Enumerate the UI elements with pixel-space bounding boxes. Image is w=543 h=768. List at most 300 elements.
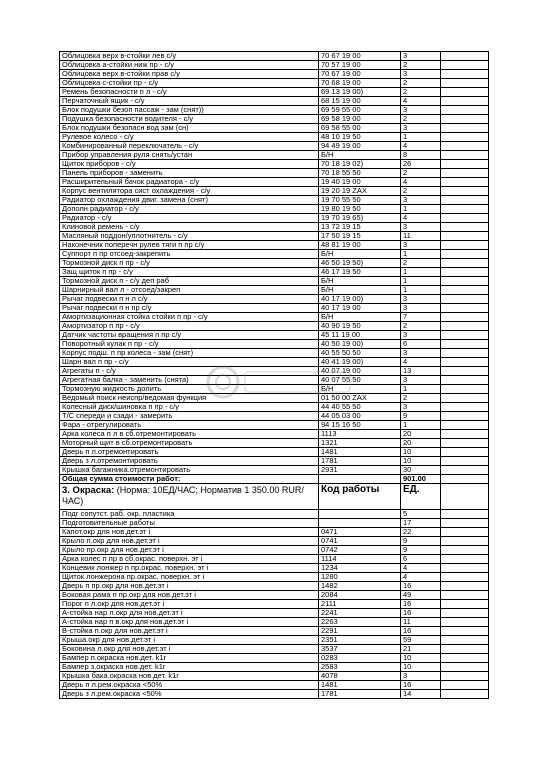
work-name-cell: Дверь п л.отремонтировать [60,448,319,457]
empty-cell [441,160,489,169]
work-code-cell: 19 40 19 00 [319,178,401,187]
work-code-cell: 46 50 19 50) [319,259,401,268]
repair-work-row [60,448,489,457]
empty-cell [441,169,489,178]
work-code-cell: 2111 [319,600,401,609]
work-name-cell: Шарнирный вал л - отсоед/закреп [60,286,319,295]
work-code-cell: 70 67 19 00 [319,70,401,79]
repair-work-row [60,241,489,250]
repair-work-row [60,169,489,178]
paint-work-row [60,591,489,600]
empty-cell [441,187,489,196]
work-code-cell: Б/Н [319,277,401,286]
empty-cell [441,645,489,654]
work-code-cell: 0742 [319,546,401,555]
work-code-cell: 68 15 19 00 [319,97,401,106]
work-qty-cell: 6 [401,555,441,564]
empty-cell [441,582,489,591]
paint-work-row [60,555,489,564]
work-code-cell: 2263 [319,618,401,627]
work-name-cell: Клиновой ремень - с/у [60,223,319,232]
repair-work-row [60,403,489,412]
work-qty-cell: 1 [401,385,441,394]
repair-work-row [60,250,489,259]
paint-work-row [60,672,489,681]
work-code-cell: 2931 [319,466,401,475]
work-qty-cell: 10 [401,457,441,466]
work-name-cell: Боковая рама п пр.окр для нов.дет.эт i [60,591,319,600]
empty-cell [441,466,489,475]
work-name-cell: Щиток приборов - с/у [60,160,319,169]
work-code-cell: Б/Н [319,250,401,259]
repair-work-row [60,160,489,169]
work-qty-cell: 4 [401,142,441,151]
work-qty-cell: 2 [401,88,441,97]
work-qty-cell: 2 [401,322,441,331]
work-qty-cell: 16 [401,609,441,618]
work-qty-cell: 1 [401,268,441,277]
repair-work-row [60,385,489,394]
work-code-cell: 44 05 03 00 [319,412,401,421]
paint-work-row [60,537,489,546]
work-qty-cell: 11 [401,232,441,241]
empty-cell [441,268,489,277]
work-qty-cell: 10 [401,654,441,663]
work-name-cell: Масляный поддон/уплотнитель - с/у [60,232,319,241]
work-code-cell [319,519,401,528]
repair-work-row [60,232,489,241]
repair-work-row [60,313,489,322]
empty-cell [441,286,489,295]
empty-cell [441,573,489,582]
work-name-cell: Крыша.окр для нов.дет.эт i [60,636,319,645]
work-name-cell: Дверь з л.рем.окраска <50% [60,690,319,699]
work-qty-cell: 1 [401,277,441,286]
empty-cell [441,618,489,627]
paint-work-row [60,618,489,627]
repair-work-row [60,340,489,349]
work-name-cell: Комбинированный переключатель - с/у [60,142,319,151]
work-qty-cell: 2 [401,259,441,268]
empty-cell [441,70,489,79]
repair-work-row [60,394,489,403]
work-name-cell: Бампер п.окраска нов.дет. k1r [60,654,319,663]
empty-cell [441,627,489,636]
empty-cell [441,88,489,97]
work-name-cell: Ремень безопасности п л - с/у [60,88,319,97]
repair-work-row [60,178,489,187]
work-code-cell: 13 72 19 15 [319,223,401,232]
work-code-cell: 70 68 19 00 [319,79,401,88]
work-name-cell: Радиатор охлаждения двиг. замена (снят) [60,196,319,205]
work-name-cell: Моторный щит в сб.отремонтировать [60,439,319,448]
repair-work-row [60,331,489,340]
work-code-cell: 0471 [319,528,401,537]
empty-cell [441,295,489,304]
empty-cell [441,115,489,124]
paint-work-row [60,564,489,573]
paint-work-row [60,528,489,537]
work-qty-cell: 4 [401,573,441,582]
work-code-cell: 1482 [319,582,401,591]
paint-work-row [60,600,489,609]
work-qty-cell: 8 [401,151,441,160]
work-code-cell: Б/Н [319,385,401,394]
work-name-cell: Агрегаты п - с/у [60,367,319,376]
section3-title: 3. Окраска: [62,485,115,496]
work-qty-cell: 49 [401,591,441,600]
work-qty-cell: 4 [401,564,441,573]
repair-work-row [60,151,489,160]
work-name-cell: Концевик лонжер п пр.окрас. поверхн. эт i [60,564,319,573]
work-qty-cell: 3 [401,331,441,340]
work-qty-cell: 1 [401,205,441,214]
works-table [59,51,489,699]
work-qty-cell: 16 [401,681,441,690]
empty-cell [441,403,489,412]
work-qty-cell: 9 [401,546,441,555]
work-code-cell: 1781 [319,457,401,466]
section3-unit-header: ЕД. [401,484,441,510]
empty-cell [441,331,489,340]
work-code-cell: 19 70 55 50 [319,196,401,205]
work-name-cell: Боковина л.окр для нов.дет.эт i [60,645,319,654]
empty-cell [441,61,489,70]
work-qty-cell: 3 [401,304,441,313]
work-code-cell: 1280 [319,573,401,582]
repair-work-row [60,196,489,205]
work-code-cell: 0741 [319,537,401,546]
work-name-cell: Фара - отрегулировать [60,421,319,430]
empty-cell [441,546,489,555]
empty-cell [441,681,489,690]
work-name-cell: Облицовка с-стойки пр - с/у [60,79,319,88]
work-qty-cell: 4 [401,97,441,106]
work-name-cell: Рычаг подвески п н пр с/у [60,304,319,313]
empty-cell [441,250,489,259]
work-name-cell: Крышка багажника.отремонтировать [60,466,319,475]
work-name-cell: Облицовка верх в-стойки лев с/у [60,52,319,61]
work-code-cell: 70 57 19 00 [319,61,401,70]
work-name-cell: Крышка бака.окраска нов.дет. k1r [60,672,319,681]
work-qty-cell: 1 [401,421,441,430]
empty-cell [441,528,489,537]
work-name-cell: Ведомый поиск неиспр/ведомая функция [60,394,319,403]
work-code-cell: 69 13 19 00) [319,88,401,97]
work-qty-cell: 1 [401,133,441,142]
empty-cell [441,591,489,600]
work-name-cell: Суппорт п пр отсоед-закрепить [60,250,319,259]
empty-cell [441,322,489,331]
work-code-cell [319,510,401,519]
empty-cell [441,654,489,663]
work-name-cell: Подготовительные работы [60,519,319,528]
empty-cell [441,430,489,439]
work-code-cell: 1113 [319,430,401,439]
work-code-cell: 44 40 55 50 [319,403,401,412]
work-code-cell: 2084 [319,591,401,600]
paint-work-row [60,663,489,672]
work-name-cell: Подг сопутст. раб. окр. пластика [60,510,319,519]
work-name-cell: Щиток лонжерона пр.окрас. поверхн. эт i [60,573,319,582]
work-code-cell: 19 80 19 50 [319,205,401,214]
repair-work-row [60,106,489,115]
work-code-cell: 17 50 19 15 [319,232,401,241]
work-code-cell: 70 18 55 50 [319,169,401,178]
paint-work-row [60,546,489,555]
repair-work-row [60,142,489,151]
work-name-cell: Крыло пр.окр для нов.дет.эт i [60,546,319,555]
work-name-cell: Рулевое колесо - с/у [60,133,319,142]
section3-header-row [60,484,489,510]
work-code-cell: 69 58 55 00 [319,124,401,133]
work-name-cell: Крыло п.окр для нов.дет.эт i [60,537,319,546]
work-code-cell: 45 11 19 00 [319,331,401,340]
empty-cell [441,178,489,187]
repair-work-row [60,358,489,367]
work-name-cell: В-стойка п.окр для нов.дет.эт i [60,627,319,636]
empty-cell [441,367,489,376]
work-code-cell: 40 50 19 00) [319,340,401,349]
work-qty-cell: 3 [401,672,441,681]
work-code-cell: 48 81 19 00 [319,241,401,250]
work-qty-cell: 22 [401,528,441,537]
repair-work-row [60,124,489,133]
repair-work-row [60,367,489,376]
empty-cell [441,349,489,358]
work-qty-cell: 7 [401,313,441,322]
work-qty-cell: 9 [401,537,441,546]
work-qty-cell: 4 [401,178,441,187]
work-qty-cell: 20 [401,439,441,448]
empty-cell [441,439,489,448]
empty-cell [441,394,489,403]
work-name-cell: Прибор управления руля снять/устан [60,151,319,160]
empty-cell [441,663,489,672]
empty-cell [441,510,489,519]
work-qty-cell: 3 [401,52,441,61]
empty-cell [441,205,489,214]
section3-extra-header [441,484,489,510]
paint-work-row [60,690,489,699]
work-name-cell: Амортизационная стойка стойки п пр - с/у [60,313,319,322]
empty-cell [441,555,489,564]
repair-work-row [60,97,489,106]
work-code-cell: 4078 [319,672,401,681]
paint-work-row [60,609,489,618]
repair-work-row [60,304,489,313]
work-name-cell: Блок подушки безоп пассаж - зам (снят)) [60,106,319,115]
repair-work-row [60,70,489,79]
work-code-cell: 40 90 19 50 [319,322,401,331]
work-qty-cell: 16 [401,582,441,591]
work-name-cell: Т/С спереди и сзади - замерить [60,412,319,421]
work-qty-cell: 3 [401,376,441,385]
work-name-cell: Дверь з л.отремонтировать [60,457,319,466]
work-qty-cell: 4 [401,214,441,223]
work-code-cell: 94 15 16 50 [319,421,401,430]
empty-cell [441,106,489,115]
work-qty-cell: 14 [401,690,441,699]
repair-work-row [60,52,489,61]
work-qty-cell: 30 [401,466,441,475]
work-name-cell: Тормозной диск п - с/у деп раб [60,277,319,286]
work-qty-cell: 2 [401,61,441,70]
work-qty-cell: 1 [401,286,441,295]
total-code [319,475,401,484]
repair-work-row [60,214,489,223]
work-code-cell: 1114 [319,555,401,564]
work-code-cell: 3537 [319,645,401,654]
work-name-cell: Колесный диск/шиновка п пр - с/у [60,403,319,412]
work-qty-cell: 20 [401,430,441,439]
work-name-cell: Поворотный кулак п пр - с/у [60,340,319,349]
total-value: 901.00 [401,475,441,484]
work-qty-cell: 11 [401,618,441,627]
repair-work-row [60,430,489,439]
work-qty-cell: 21 [401,645,441,654]
paint-work-row [60,681,489,690]
section3-title-cell [60,484,319,510]
section3-code-header: Код работы [319,484,401,510]
work-code-cell: 40 55 50 50 [319,349,401,358]
repair-work-row [60,322,489,331]
work-name-cell: Панель приборов - заменить [60,169,319,178]
work-code-cell: 1321 [319,439,401,448]
work-name-cell: Капот.окр для нов.дет.эт i [60,528,319,537]
work-name-cell: Бампер з.окраска нов.дет. k1r [60,663,319,672]
repair-work-row [60,376,489,385]
empty-cell [441,448,489,457]
work-name-cell: Рычаг подвески п н л с/у [60,295,319,304]
work-qty-cell: 10 [401,663,441,672]
total-extra [441,475,489,484]
empty-cell [441,196,489,205]
empty-cell [441,79,489,88]
work-qty-cell: 17 [401,519,441,528]
repair-work-row [60,466,489,475]
work-code-cell: 19 20 19 ZAX [319,187,401,196]
paint-work-row [60,573,489,582]
work-name-cell: Датчик частоты вращения п пр с/у [60,331,319,340]
empty-cell [441,124,489,133]
work-name-cell: Дверь п пр.окр для нов.дет.эт i [60,582,319,591]
work-qty-cell: 13 [401,367,441,376]
work-code-cell: 70 67 19 00 [319,52,401,61]
work-name-cell: Шарн вал п пр - с/у [60,358,319,367]
work-qty-cell: 1 [401,250,441,259]
work-code-cell: 2291 [319,627,401,636]
empty-cell [441,277,489,286]
empty-cell [441,519,489,528]
work-code-cell: 40 17 19 00) [319,295,401,304]
total-section [60,475,489,510]
work-code-cell: 01 50 00 ZAX [319,394,401,403]
work-qty-cell: 16 [401,627,441,636]
work-qty-cell: 3 [401,295,441,304]
empty-cell [441,672,489,681]
repair-work-row [60,277,489,286]
work-qty-cell: 6 [401,340,441,349]
empty-cell [441,358,489,367]
total-label: Общая сумма стоимости работ: [60,475,319,484]
empty-cell [441,142,489,151]
empty-cell [441,223,489,232]
empty-cell [441,609,489,618]
empty-cell [441,600,489,609]
empty-cell [441,421,489,430]
work-name-cell: Тормозной диск п пр - с/у [60,259,319,268]
work-name-cell: Арка колес п пр в сб.окрас. поверхн. эт i [60,555,319,564]
work-qty-cell: 3 [401,124,441,133]
work-name-cell: Блок подушки безопасн вод зам (сн) [60,124,319,133]
work-code-cell: 40 07 55 50 [319,376,401,385]
section3-norm: (Норма: 10ЕД/ЧАС; Норматив 1 350.00 RUR/ЧАС) [62,485,304,506]
work-qty-cell: 3 [401,403,441,412]
work-name-cell: Корпус вентилятора сист охлаждения - с/у [60,187,319,196]
empty-cell [441,241,489,250]
work-code-cell: 1481 [319,681,401,690]
repair-work-row [60,268,489,277]
work-code-cell: 69 58 19 00 [319,115,401,124]
empty-cell [441,232,489,241]
empty-cell [441,636,489,645]
work-code-cell: 2351 [319,636,401,645]
work-name-cell: Облицовка верх в-стойки прав с/у [60,70,319,79]
work-code-cell: Б/Н [319,313,401,322]
empty-cell [441,259,489,268]
paint-work-row [60,645,489,654]
work-qty-cell: 3 [401,349,441,358]
work-code-cell: Б/Н [319,286,401,295]
work-name-cell: Порог п л.окр для нов.дет.эт i [60,600,319,609]
paint-work-row [60,636,489,645]
work-name-cell: Подушка безопасности водителя - с/у [60,115,319,124]
work-name-cell: Радиатор - с/у [60,214,319,223]
work-qty-cell: 5 [401,510,441,519]
work-qty-cell: 3 [401,70,441,79]
empty-cell [441,412,489,421]
paint-work-row [60,582,489,591]
total-row [60,475,489,484]
repair-work-row [60,205,489,214]
repair-work-row [60,286,489,295]
work-code-cell: 48 10 19 50 [319,133,401,142]
work-qty-cell: 59 [401,636,441,645]
work-name-cell: Наконечник поперечн рулев тяги п пр с/у [60,241,319,250]
work-code-cell: 2241 [319,609,401,618]
repair-work-row [60,457,489,466]
work-code-cell: 40 07 19 00 [319,367,401,376]
empty-cell [441,564,489,573]
repair-work-row [60,187,489,196]
work-qty-cell: 10 [401,448,441,457]
repair-work-row [60,61,489,70]
repair-work-row [60,133,489,142]
work-code-cell: 40 17 19 00 [319,304,401,313]
empty-cell [441,385,489,394]
repair-work-row [60,115,489,124]
empty-cell [441,340,489,349]
repair-work-row [60,349,489,358]
work-qty-cell: 4 [401,358,441,367]
work-name-cell: Облицовка а-стойки ниж пр - с/у [60,61,319,70]
empty-cell [441,304,489,313]
repair-work-row [60,223,489,232]
empty-cell [441,690,489,699]
work-name-cell: Арка колеса п л в сб.отремонтировать [60,430,319,439]
work-qty-cell: 2 [401,79,441,88]
